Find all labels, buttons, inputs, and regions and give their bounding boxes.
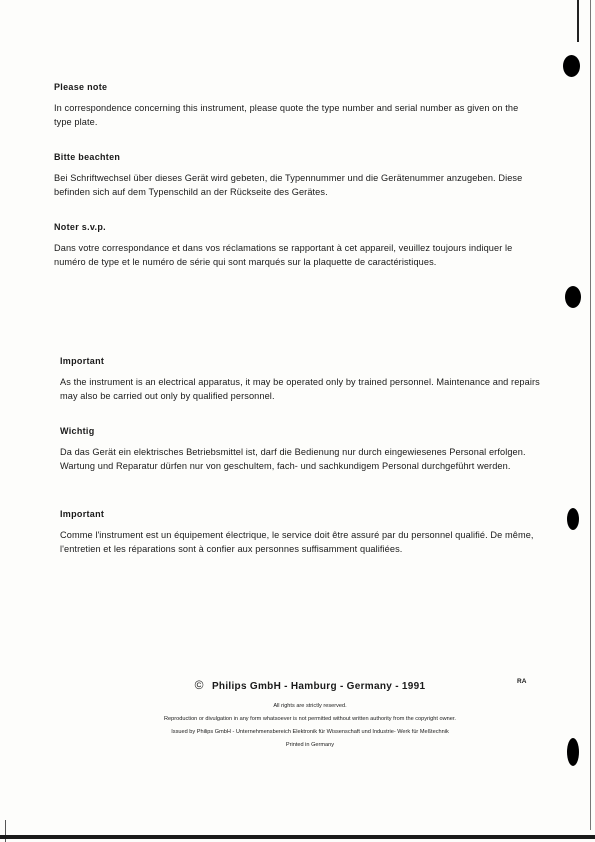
section-heading: Please note — [54, 82, 108, 92]
noter-svp-section — [54, 222, 534, 269]
copyright-line — [60, 676, 560, 694]
section-heading: Bitte beachten — [54, 152, 121, 162]
ra-mark: RA — [517, 678, 527, 685]
copyright-text: Philips GmbH - Hamburg - Germany - 1991 — [211, 681, 426, 692]
rights-text: All rights are strictly reserved. — [273, 703, 347, 709]
punch-hole — [563, 55, 580, 77]
section-text: As the instrument is an electrical apparatus, it may be operated only by trained personnel. Maintenance and repairs may also be carried out only by qualified personnel. — [60, 377, 540, 401]
section-heading: Wichtig — [60, 426, 95, 436]
scan-edge — [577, 0, 579, 42]
punch-hole — [567, 738, 579, 766]
important-en-section — [60, 356, 540, 403]
section-text: Bei Schriftwechsel über dieses Gerät wird gebeten, die Typennummer und die Gerätenummer anzugeben. Diese befinden sich auf dem Typenschild an der Rückseite des Gerätes. — [54, 173, 523, 197]
printed-text: Printed in Germany — [285, 742, 335, 748]
legal-notice — [60, 700, 560, 752]
copyright-symbol: © — [194, 678, 204, 692]
section-text: In correspondence concerning this instrument, please quote the type number and serial number as given on the type plate. — [54, 103, 519, 127]
punch-hole — [567, 508, 579, 530]
section-text: Comme l'instrument est un équipement électrique, le service doit être assuré par du personnel qualifié. De même, l'entretien et les réparations sont à confier aux personnes suffisamment qualifiées. — [60, 530, 534, 554]
section-heading: Important — [60, 509, 105, 519]
wichtig-section — [60, 426, 540, 473]
please-note-section — [54, 82, 534, 129]
scan-edge — [590, 0, 591, 830]
section-heading: Noter s.v.p. — [54, 222, 106, 232]
reproduction-text: Reproduction or divulgation in any form whatsoever is not permitted without written authority from the copyright owner. — [164, 716, 456, 722]
bitte-beachten-section — [54, 152, 534, 199]
section-text: Da das Gerät ein elektrisches Betriebsmittel ist, darf die Bedienung nur durch eingewiesenes Personal erfolgen. Wartung und Reparatur dürfen nur von geschultem, fach- und sachkundigem Personal durchgeführt werden. — [60, 447, 526, 471]
section-text: Dans votre correspondance et dans vos réclamations se rapportant à cet appareil, veuillez toujours indiquer le numéro de type et le numéro de série qui sont marqués sur la plaquette de caractéristiques. — [54, 243, 513, 267]
section-heading: Important — [60, 356, 105, 366]
punch-hole — [565, 286, 581, 308]
bottom-shadow — [0, 835, 595, 839]
important-fr-section — [60, 509, 540, 556]
issued-text: Issued by Philips GmbH - Unternehmensbereich Elektronik für Wissenschaft und Industrie- Werk für Meßtechnik — [171, 729, 449, 735]
